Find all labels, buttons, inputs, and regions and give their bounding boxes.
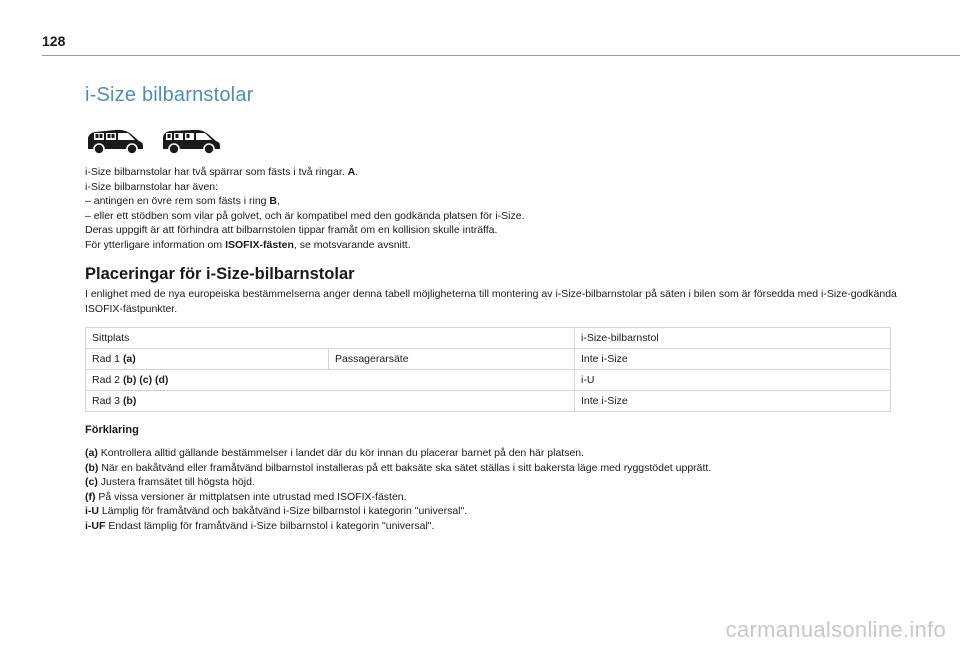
legend-item: i-U Lämplig för framåtvänd och bakåtvänd i-Size bilbarnstol i kategorin "universal". <box>85 505 468 517</box>
legend-item: (a) Kontrollera alltid gällande bestämmelser i landet där du kör innan du placerar barnet på den här platsen. <box>85 447 585 459</box>
intro-bullet-1: – antingen en övre rem som fästs i ring B, <box>85 195 280 207</box>
row-value: Inte i-Size <box>575 391 891 412</box>
placement-title: Placeringar för i-Size-bilbarnstolar <box>85 265 355 283</box>
header-seat: Sittplats <box>86 328 575 349</box>
row-seat: Passagerarsäte <box>329 349 575 370</box>
row-label: Rad 1 (a) <box>86 349 329 370</box>
intro-line-1: i-Size bilbarnstolar har två spärrar som fästs i två ringar. A. <box>85 166 359 178</box>
van-long-icon <box>161 127 221 155</box>
watermark: carmanualsonline.info <box>725 617 946 642</box>
row-value: i-U <box>575 370 891 391</box>
legend-item: (c) Justera framsätet till högsta höjd. <box>85 476 255 488</box>
legend-item: (f) På vissa versioner är mittplatsen inte utrustad med ISOFIX-fästen. <box>85 490 407 503</box>
legend-title: Förklaring <box>85 424 139 436</box>
table-row <box>86 370 891 391</box>
row-value: Inte i-Size <box>575 349 891 370</box>
intro-line-2: i-Size bilbarnstolar har även: <box>85 180 219 193</box>
legend-item: i-UF Endast lämplig för framåtvänd i-Size bilbarnstol i kategorin "universal". <box>85 519 435 532</box>
table-header-row <box>86 328 891 349</box>
intro-line-5: Deras uppgift är att förhindra att bilbarnstolen tippar framåt om en kollision skulle inträffa. <box>85 224 498 236</box>
placement-description: I enlighet med de nya europeiska bestämmelserna anger denna tabell möjligheterna till montering av i-Size-bilbarnstolar på säten i bilen som är försedda med i-Size-godkända ISOFIX-fästpunkter. <box>85 288 897 315</box>
table-row <box>86 391 891 412</box>
legend-list <box>85 446 905 533</box>
seat-table <box>85 327 891 412</box>
page-number: 128 <box>42 33 66 49</box>
legend-item: (b) När en bakåtvänd eller framåtvänd bilbarnstol installeras på ett baksäte ska sätet ställas i sitt bakersta läge med ryggstödet upprätt. <box>85 461 712 474</box>
row-label: Rad 3 (b) <box>86 391 575 412</box>
header-divider <box>42 55 960 56</box>
row-label: Rad 2 (b) (c) (d) <box>86 370 575 391</box>
header-isize: i-Size-bilbarnstol <box>575 328 891 349</box>
intro-text <box>85 165 905 252</box>
intro-line-6: För ytterligare information om ISOFIX-fästen, se motsvarande avsnitt. <box>85 238 411 251</box>
page-content <box>85 84 905 533</box>
vehicle-icons <box>85 123 905 155</box>
table-row <box>86 349 891 370</box>
intro-bullet-2: – eller ett stödben som vilar på golvet, och är kompatibel med den godkända platsen för i-Size. <box>85 209 525 222</box>
section-title: i-Size bilbarnstolar <box>85 84 254 106</box>
van-icon <box>85 127 145 155</box>
